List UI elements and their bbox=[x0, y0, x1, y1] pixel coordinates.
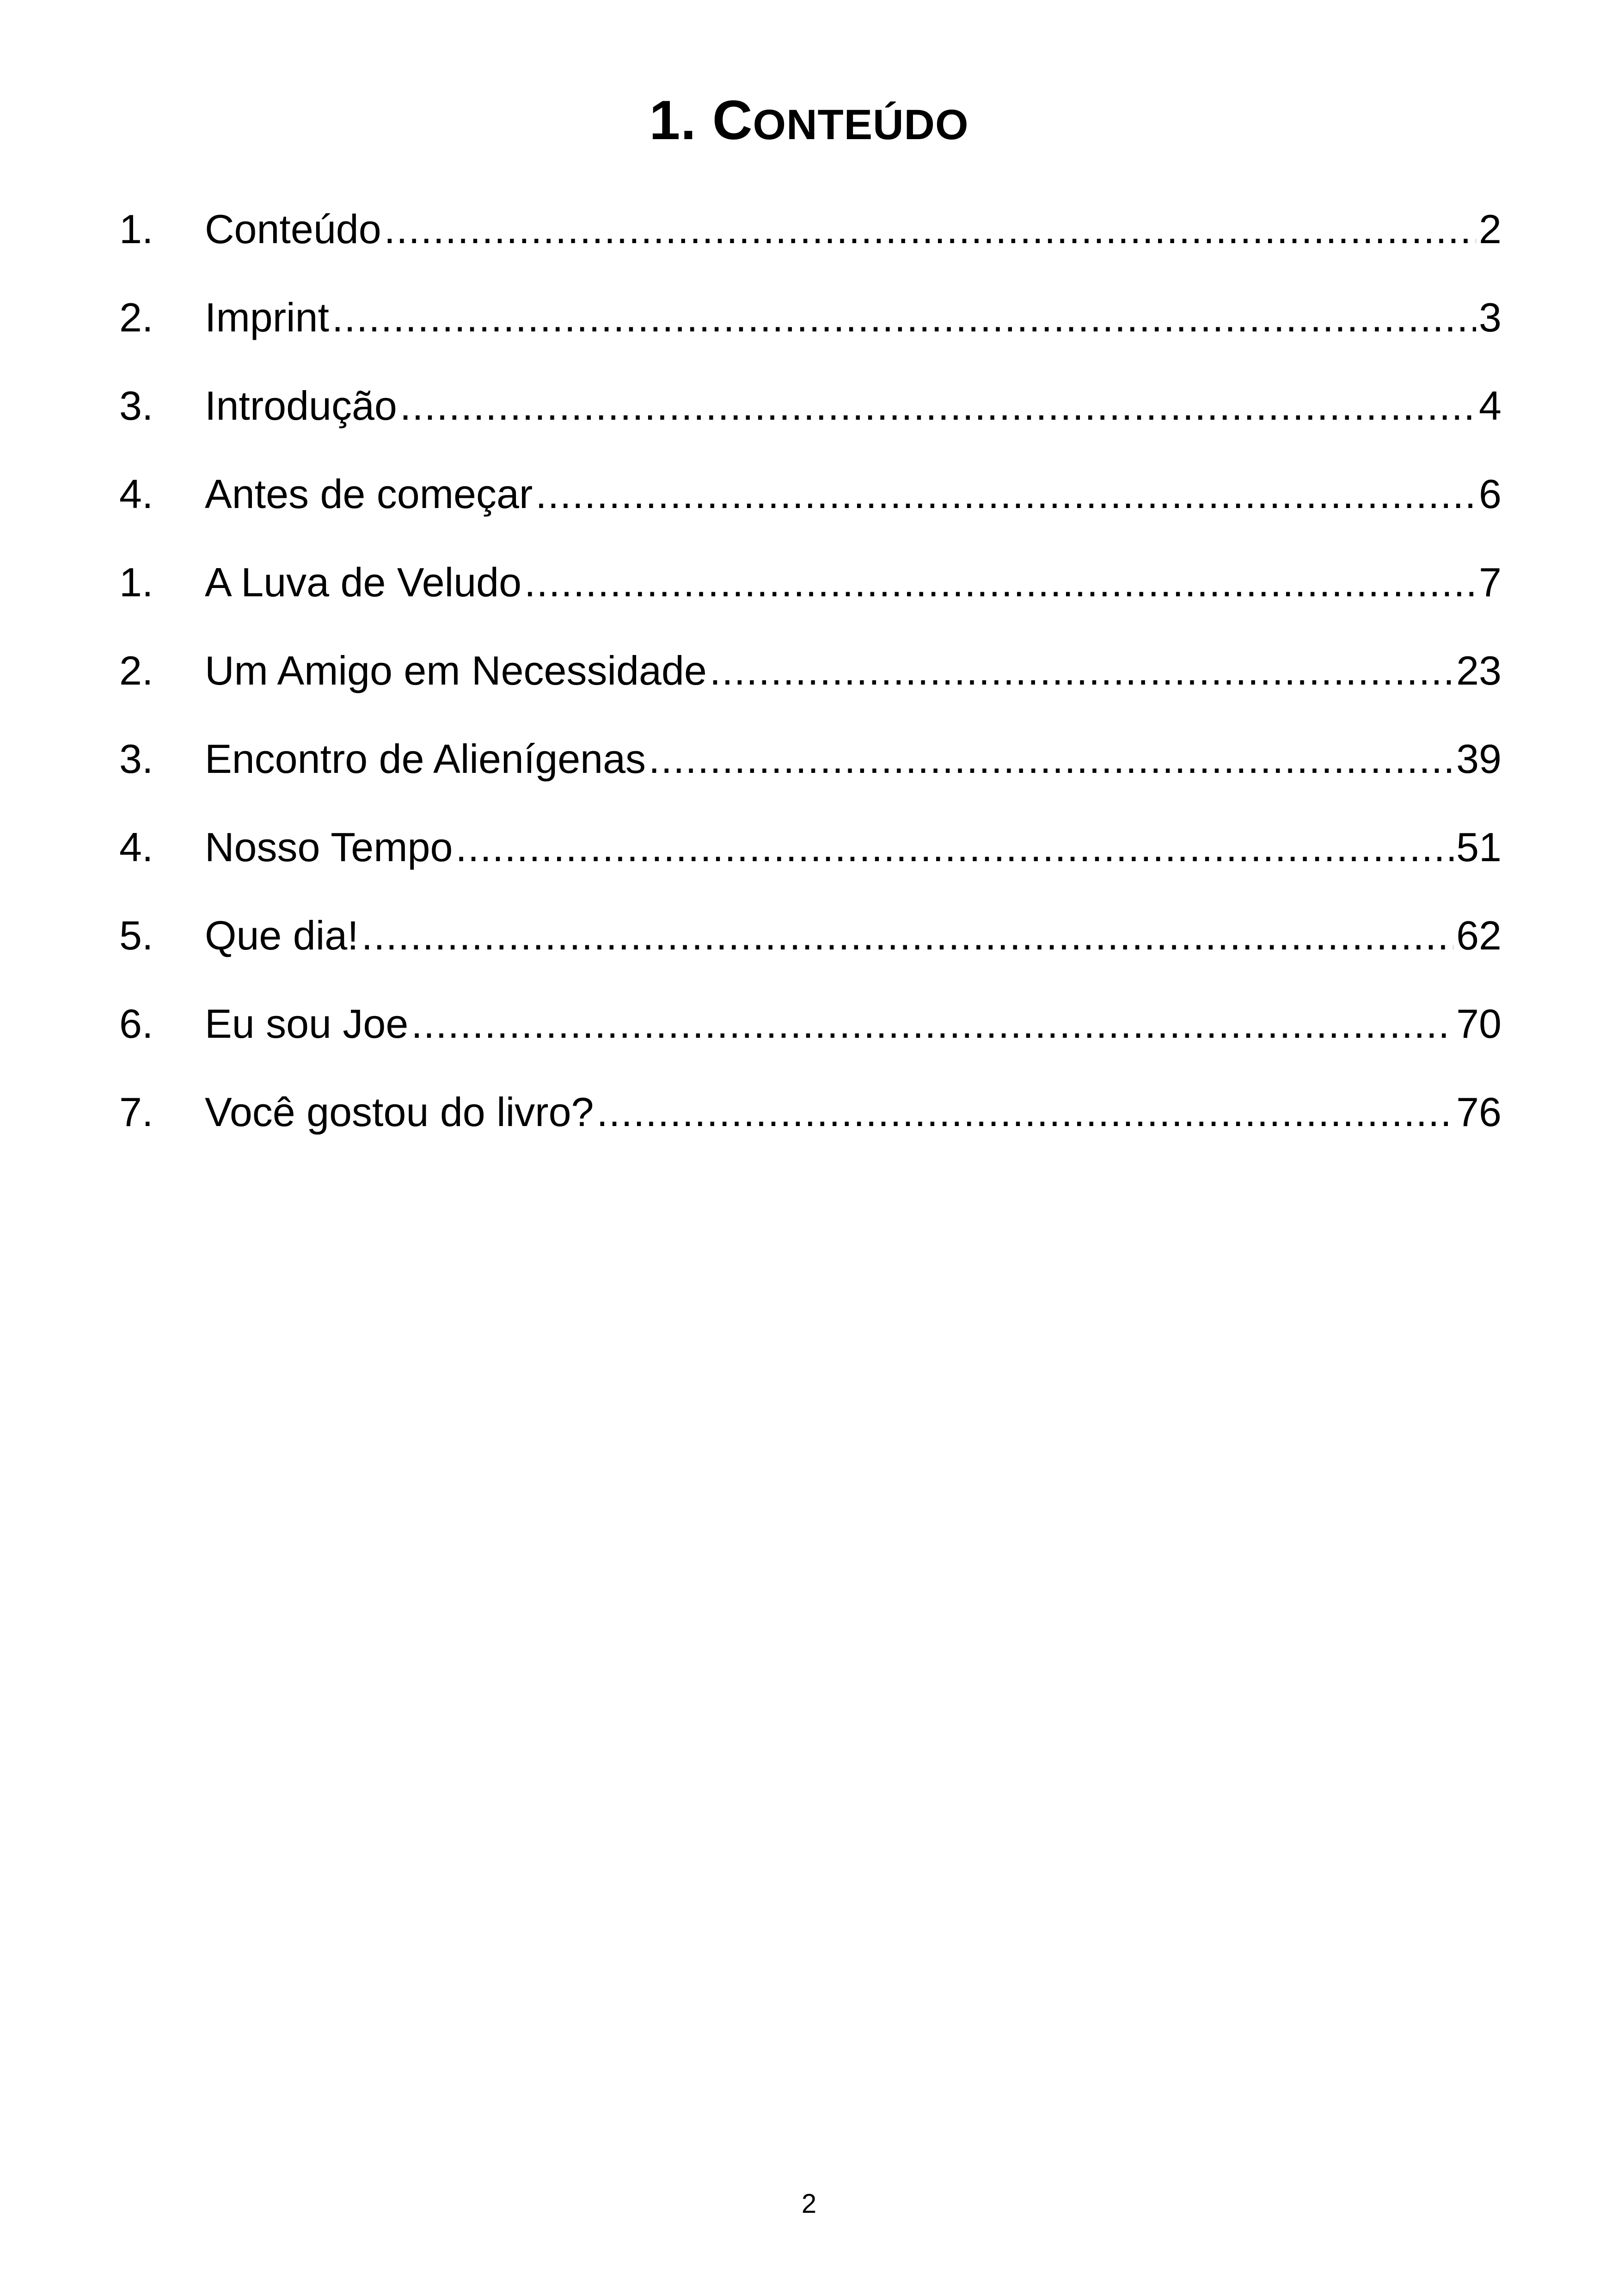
toc-entry[interactable] bbox=[119, 273, 1502, 361]
toc-entry-label: Imprint bbox=[205, 294, 329, 340]
toc-entry-page: 3 bbox=[1479, 294, 1502, 340]
toc-entry-page: 70 bbox=[1456, 1000, 1502, 1047]
toc-entry-number: 1. bbox=[119, 559, 153, 605]
toc-entry-number: 5. bbox=[119, 912, 153, 958]
toc-entry-number: 1. bbox=[119, 206, 153, 252]
toc-entry-number: 2. bbox=[119, 294, 153, 340]
toc-entry-page: 51 bbox=[1456, 824, 1502, 870]
toc-entry-label: Que dia! bbox=[205, 912, 359, 958]
toc-entry-label: Introdução bbox=[205, 382, 397, 429]
toc-entry-page: 2 bbox=[1479, 206, 1502, 252]
page-number: 2 bbox=[801, 2189, 817, 2219]
title-first-letter: C bbox=[712, 89, 753, 151]
toc-entry-number: 2. bbox=[119, 647, 153, 693]
title-rest: ONTEÚDO bbox=[753, 101, 969, 148]
toc-dot-leader bbox=[455, 822, 1453, 873]
toc-dot-leader bbox=[535, 469, 1476, 520]
toc-entry[interactable] bbox=[119, 538, 1502, 626]
page-title bbox=[0, 83, 1618, 162]
toc-entry-number: 6. bbox=[119, 1000, 153, 1047]
toc-dot-leader bbox=[384, 204, 1476, 255]
toc-entry-label: Um Amigo em Necessidade bbox=[205, 647, 707, 693]
toc-entry-label: Conteúdo bbox=[205, 206, 381, 252]
title-number: 1. bbox=[649, 89, 697, 151]
toc-entry[interactable] bbox=[119, 626, 1502, 715]
toc-entry-number: 4. bbox=[119, 471, 153, 517]
toc-entry-number: 3. bbox=[119, 735, 153, 782]
toc-entry-label: Encontro de Alienígenas bbox=[205, 735, 646, 782]
toc-entry-page: 76 bbox=[1456, 1089, 1502, 1135]
toc-entry-number: 4. bbox=[119, 824, 153, 870]
toc-entry-label: Antes de começar bbox=[205, 471, 533, 517]
toc-entry[interactable] bbox=[119, 891, 1502, 980]
toc-entry-label: Eu sou Joe bbox=[205, 1000, 409, 1047]
toc-entry-page: 7 bbox=[1479, 559, 1502, 605]
toc-entry-page: 4 bbox=[1479, 382, 1502, 429]
toc-entry[interactable] bbox=[119, 980, 1502, 1068]
toc-entry[interactable] bbox=[119, 185, 1502, 273]
toc-entry[interactable] bbox=[119, 361, 1502, 450]
toc-entry-number: 7. bbox=[119, 1089, 153, 1135]
toc-entry-number: 3. bbox=[119, 382, 153, 429]
toc-dot-leader bbox=[411, 998, 1453, 1049]
toc-entry-page: 6 bbox=[1479, 471, 1502, 517]
toc-entry-page: 23 bbox=[1456, 647, 1502, 693]
toc-entry-label: Você gostou do livro? bbox=[205, 1089, 594, 1135]
toc-dot-leader bbox=[332, 292, 1476, 343]
table-of-contents bbox=[119, 185, 1502, 1156]
toc-entry[interactable] bbox=[119, 803, 1502, 891]
toc-dot-leader bbox=[649, 734, 1453, 784]
toc-dot-leader bbox=[400, 380, 1476, 431]
toc-dot-leader bbox=[710, 645, 1453, 696]
toc-entry[interactable] bbox=[119, 1068, 1502, 1156]
toc-dot-leader bbox=[524, 557, 1476, 608]
toc-entry-label: A Luva de Veludo bbox=[205, 559, 522, 605]
toc-entry-label: Nosso Tempo bbox=[205, 824, 453, 870]
toc-entry[interactable] bbox=[119, 450, 1502, 538]
toc-entry-page: 62 bbox=[1456, 912, 1502, 958]
toc-dot-leader bbox=[596, 1087, 1453, 1138]
toc-entry-page: 39 bbox=[1456, 735, 1502, 782]
toc-dot-leader bbox=[362, 910, 1453, 961]
toc-entry[interactable] bbox=[119, 715, 1502, 803]
